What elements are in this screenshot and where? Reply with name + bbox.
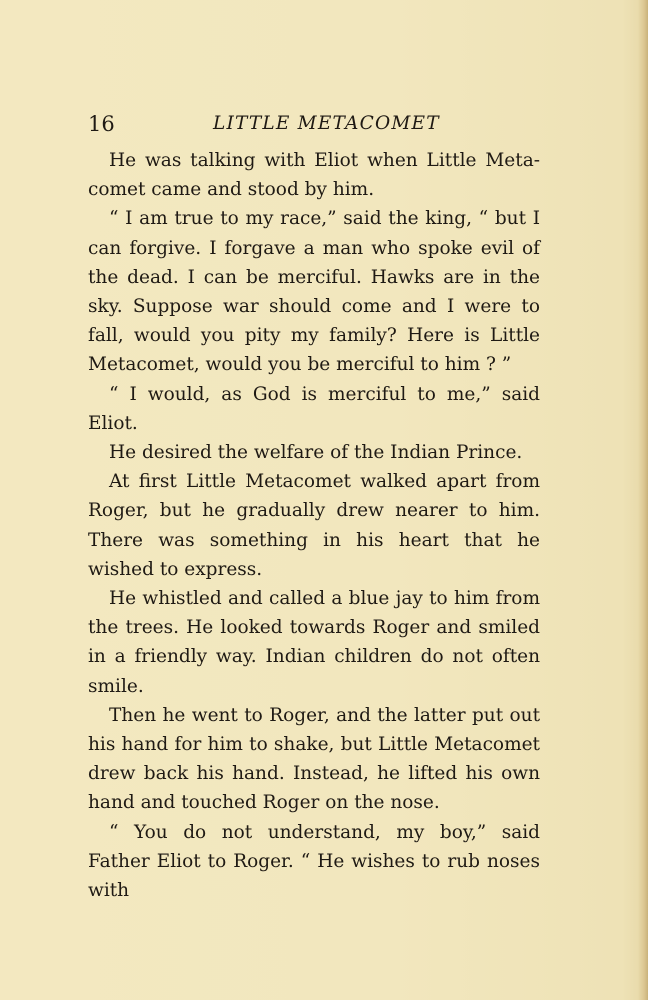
paragraph: He was talking with Eliot when Little Metacomet came and stood by him. [88,150,540,201]
paragraph: “ I would, as God is merciful to me,” said Eliot. [88,383,540,434]
body-text [88,146,540,905]
page-edge-shadow [638,0,648,1000]
paragraph: “ You do not understand, my boy,” said Father Eliot to Roger. “ He wishes to rub noses with [88,821,540,902]
running-title: LITTLE METACOMET [213,113,440,134]
paragraph: He desired the welfare of the Indian Prince. [109,442,523,464]
paragraph: “ I am true to my race,” said the king, “ but I can forgive. I forgave a man who spoke evil of the dead. I can be merciful. Hawks are in the sky. Suppose war should come and I were to fall, would you pity my family? Here is Little Metacomet, would you be merciful to him ? ” [88,208,540,376]
page-number: 16 [88,112,115,136]
paragraph: At first Little Metacomet walked apart from Roger, but he gradually drew nearer to him. There was something in his heart that he wished to express. [88,471,540,580]
paragraph: Then he went to Roger, and the latter put out his hand for him to shake, but Little Metacomet drew back his hand. Instead, he lifted his own hand and touched Roger on the nose. [88,704,540,814]
paragraph: He whistled and called a blue jay to him from the trees. He looked towards Roger and smiled in a friendly way. Indian children do not often smile. [88,588,540,697]
page-header [88,108,540,140]
